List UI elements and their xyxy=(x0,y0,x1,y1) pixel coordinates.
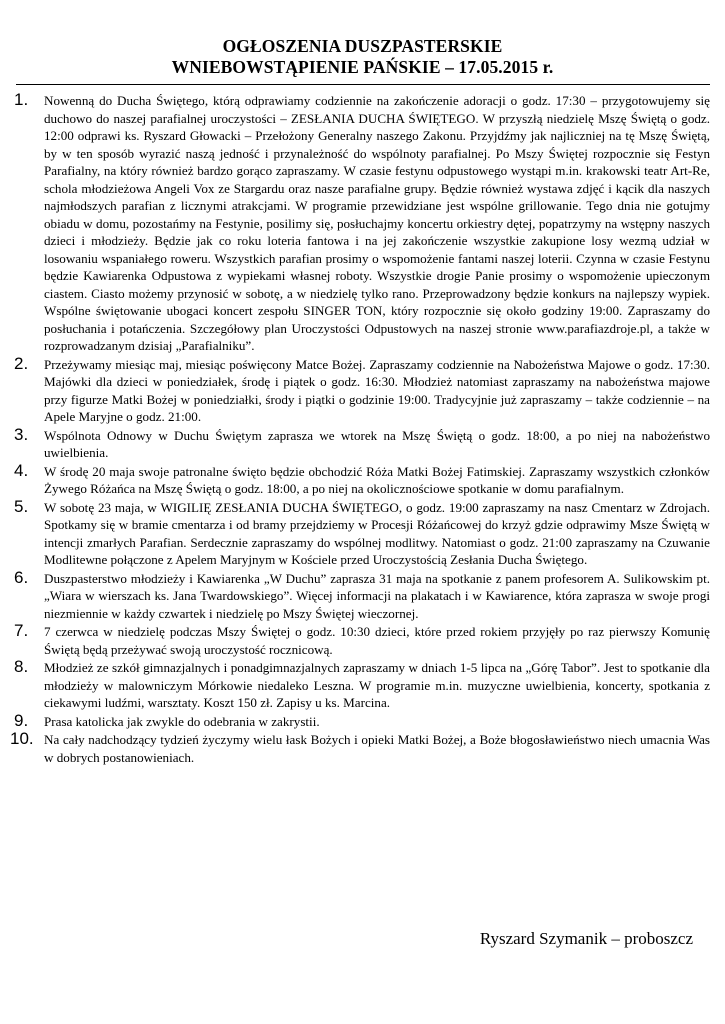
announcement-item xyxy=(14,623,710,658)
announcement-item xyxy=(14,496,710,569)
announcement-item xyxy=(14,567,710,623)
header-divider xyxy=(16,84,710,85)
item-text: Przeżywamy miesiąc maj, miesiąc poświęcony Matce Bożej. Zapraszamy codziennie na Nabożeństwa Majowe o godz. 17:30. Majówki dla dzieci w poniedziałek, środę i piątek o godz. 16:30. Młodzież natomiast zapraszamy na nabożeństwa majowe przy figurze Matki Bożej w poniedziałki, środy i piątki o godzinie 19:00. Tradycyjnie już zapraszamy – także codziennie – na Apele Maryjne o godz. 21:00. xyxy=(44,356,710,424)
announcement-item xyxy=(14,353,710,426)
item-number: 8. xyxy=(14,657,29,676)
announcement-item xyxy=(14,460,710,498)
item-number: 6. xyxy=(14,567,29,587)
announcement-list xyxy=(10,90,710,767)
item-text: Wspólnota Odnowy w Duchu Świętym zaprasza we wtorek na Mszę Świętą o godz. 18:00, a po niej na nabożeństwo uwielbienia. xyxy=(44,427,710,460)
item-text: Duszpasterstwo młodzieży i Kawiarenka „W Duchu” zaprasza 31 maja na spotkanie z panem profesorem A. Sulikowskim pt. „Wiara w wierszach ks. Jana Twardowskiego”. Więcej informacji na plakatach i w Kawiarence, która zaprasza w swoje progi niezmiennie w każdy czwartek i niedzielę po Mszy Świętej wieczornej. xyxy=(44,570,710,621)
page-subtitle: WNIEBOWSTĄPIENIE PAŃSKIE – 17.05.2015 r. xyxy=(171,57,554,77)
item-text: 7 czerwca w niedzielę podczas Mszy Świętej o godz. 10:30 dzieci, które przed rokiem przyjęły po raz pierwszy Komunię Świętą będą przeżywać swoją uroczystość rocznicową. xyxy=(44,624,710,657)
item-number: 1. xyxy=(14,90,29,109)
item-number: 5. xyxy=(14,496,29,516)
announcement-item xyxy=(14,92,710,355)
item-number: 2. xyxy=(14,353,29,373)
item-number: 4. xyxy=(14,460,29,480)
announcement-item xyxy=(10,729,710,766)
announcement-item xyxy=(14,710,710,731)
item-text: W sobotę 23 maja, w WIGILIĘ ZESŁANIA DUCHA ŚWIĘTEGO, o godz. 19:00 zapraszamy na nasz Cmentarz w Zdrojach. Spotkamy się w bramie cmentarza i od bramy przejdziemy w Procesji Różańcowej do krzyż gdzie odprawimy Msze Świętą w intencji zmarłych Parafian. Serdecznie zapraszamy do wspólnej modlitwy. Natomiast o godz. 21:00 zapraszamy na Czuwanie Modlitewne połączone z Apelem Maryjnym w Kościele przed Uroczystością Zesłania Ducha Świętego. xyxy=(44,499,710,567)
item-text: Nowenną do Ducha Świętego, którą odprawiamy codziennie na zakończenie adoracji o godz. 17:30 – przygotowujemy się duchowo do naszej parafialnej uroczystości – ZESŁANIA DUCHA ŚWIĘTEGO. W przyszłą niedzielę Mszę Świętą o godz. 12:00 odprawi ks. Ryszard Głowacki – Przełożony Generalny naszego Zakonu. Przyjdźmy jak najliczniej na tę Mszę Świętą, by w ten sposób wyrazić naszą jedność i przynależność do wspólnoty parafialnej. Po Mszy Świętej rozpocznie się Festyn Parafialny, na który również bardzo gorąco zapraszamy. W czasie festynu odpustowego wystąpi m.in. krakowski teatr Art-Re, schola młodzieżowa Angeli Vox ze Stargardu oraz nasze parafialne grupy. Będzie również wystawa zdjęć i kącik dla naszych najmłodszych parafian z licznymi atrakcjami. W programie przewidziane jest wspólne grillowanie. Tego dnia nie gotujmy obiadu w domu, pozostańmy na Festynie, posilimy się, posłuchajmy koncertu orkiestry dętej, popatrzymy na wstępny naszych dzieci i młodzieży. Będzie jak co roku loteria fantowa i na jej zakończenie wszystkie zakupione losy wezmą udział w losowaniu wspaniałego roweru. Wszystkich parafian prosimy o wspomożenie fantami naszej loterii. Czynna w czasie Festynu będzie Kawiarenka Odpustowa z wypiekami własnej roboty. Wszystkie drogie Panie prosimy o wspomożenie upieczonym ciastem. Ciasto możemy przynosić w sobotę, a w niedzielę tylko rano. Przeprowadzony będzie konkurs na najlepszy wypiek. Wspólne świętowanie ubogaci koncert zespołu SINGER TON, który rozpocznie się około godziny 19:00. Zapraszamy do posłuchania i potańczenia. Szczegółowy plan Uroczystości Odpustowych na naszej stronie www.parafiazdroje.pl, a także w rozprowadzanym dzisiaj „Parafialniku”. xyxy=(44,93,710,353)
item-text: Na cały nadchodzący tydzień życzymy wielu łask Bożych i opieki Matki Bożej, a Boże błogosławieństwo niech umacnia Was w dobrych postanowieniach. xyxy=(44,732,710,765)
item-number: 7. xyxy=(14,621,29,640)
signature: Ryszard Szymanik – proboszcz xyxy=(479,929,693,948)
announcement-item xyxy=(14,424,710,462)
item-text: Prasa katolicka jak zwykle do odebrania w zakrystii. xyxy=(44,713,320,729)
item-number: 10. xyxy=(10,729,34,748)
page-header xyxy=(0,36,725,78)
item-text: Młodzież ze szkół gimnazjalnych i ponadgimnazjalnych zapraszamy w dniach 1-5 lipca na „Górę Tabor”. Jest to spotkanie dla młodzieży w malowniczym Mórkowie niedaleko Leszna. W programie m.in. muzyczne uwielbienia, koncerty, spotkania z ciekawymi ludźmi, warsztaty. Koszt 150 zł. Zapisy u ks. Marcina. xyxy=(44,660,710,710)
item-text: W środę 20 maja swoje patronalne święto będzie obchodzić Róża Matki Bożej Fatimskiej. Zapraszamy wszystkich członków Żywego Różańca na Mszę Świętą o godz. 18:00, a po niej na okolicznościowe spotkanie w domu parafialnym. xyxy=(44,463,710,496)
item-number: 9. xyxy=(14,710,29,730)
item-number: 3. xyxy=(14,424,29,444)
page-title: OGŁOSZENIA DUSZPASTERSKIE xyxy=(222,36,503,56)
announcement-item xyxy=(14,659,710,712)
